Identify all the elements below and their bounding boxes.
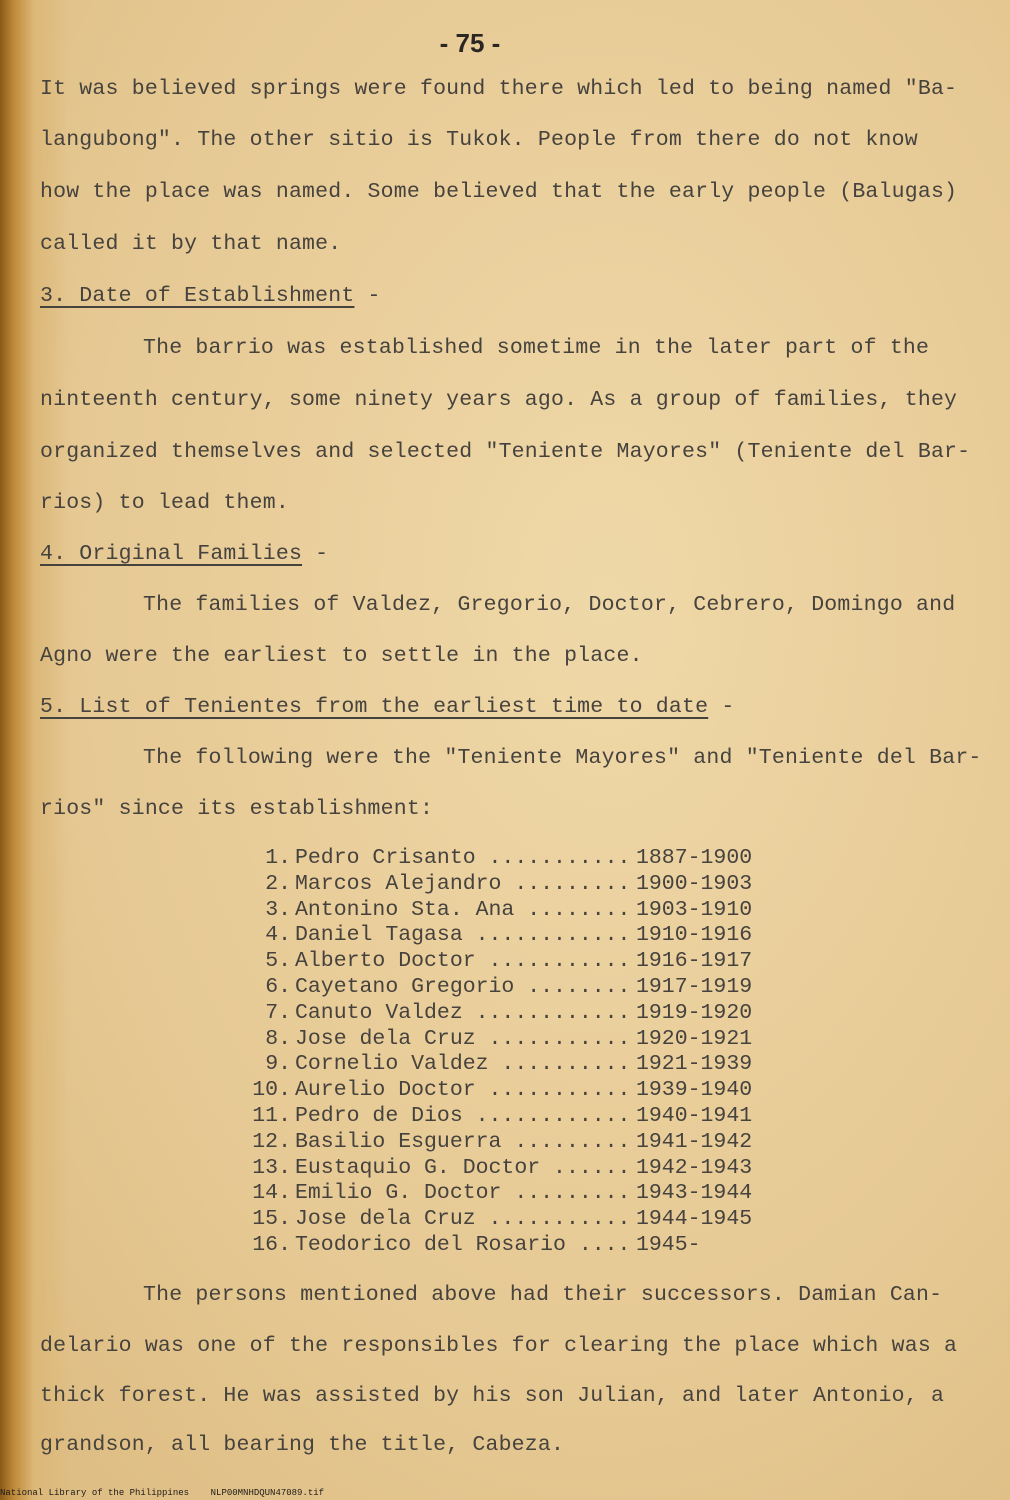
section-heading-text: 5. List of Tenientes from the earliest time to date (40, 695, 709, 719)
list-item-number: 15. (252, 1207, 291, 1232)
list-item-name: Cayetano Gregorio ........ (295, 974, 631, 999)
list-item-years: 1942-1943 (636, 1155, 753, 1180)
list-item (243, 1233, 763, 1259)
paragraph-line: rios) to lead them. (40, 491, 289, 515)
list-item-number: 8. (265, 1026, 291, 1051)
list-item-name: Canuto Valdez ............ (295, 1000, 631, 1025)
list-item-name: Daniel Tagasa ............ (295, 923, 631, 948)
list-item-number: 5. (265, 949, 291, 974)
section-heading-list-of-tenientes (40, 695, 734, 719)
paragraph-line: langubong". The other sitio is Tukok. People from there do not know (40, 128, 918, 152)
list-item (243, 1156, 763, 1182)
list-item-number: 11. (252, 1103, 291, 1128)
list-item-years: 1900-1903 (636, 871, 753, 896)
list-item-name: Antonino Sta. Ana ........ (295, 897, 631, 922)
list-item-number: 4. (265, 923, 291, 948)
list-item-years: 1917-1919 (636, 974, 753, 999)
list-item (243, 1078, 763, 1104)
list-item (243, 898, 763, 924)
list-item-number: 16. (252, 1232, 291, 1257)
list-item-name: Alberto Doctor ........... (295, 949, 631, 974)
list-item-name: Pedro de Dios ............ (295, 1103, 631, 1128)
list-item-name: Cornelio Valdez .......... (295, 1052, 631, 1077)
list-item (243, 846, 763, 872)
list-item-years: 1903-1910 (636, 897, 753, 922)
paragraph-line: It was believed springs were found there which led to being named "Ba- (40, 77, 958, 101)
list-item-name: Emilio G. Doctor ......... (295, 1181, 631, 1206)
paragraph-line: ninteenth century, some ninety years ago. As a group of families, they (40, 388, 958, 412)
heading-dash: - (354, 284, 381, 308)
tenientes-list (243, 846, 763, 1259)
list-item (243, 1027, 763, 1053)
list-item-number: 1. (265, 846, 291, 870)
list-item-name: Marcos Alejandro ......... (295, 871, 631, 896)
paragraph-line: grandson, all bearing the title, Cabeza. (40, 1433, 565, 1457)
list-item (243, 1104, 763, 1130)
list-item (243, 975, 763, 1001)
list-item (243, 1181, 763, 1207)
paragraph-line: delario was one of the responsibles for clearing the place which was a (40, 1334, 958, 1358)
list-item (243, 872, 763, 898)
list-item-years: 1944-1945 (636, 1207, 753, 1232)
page-number: - 75 - (439, 28, 501, 58)
list-item-name: Teodorico del Rosario .... (295, 1232, 631, 1257)
section-heading-original-families (40, 542, 328, 566)
list-item-name: Aurelio Doctor ........... (295, 1078, 631, 1103)
paragraph-line: how the place was named. Some believed that the early people (Balugas) (40, 180, 958, 204)
paragraph-line: rios" since its establishment: (40, 797, 434, 821)
footer-library-name: National Library of the Philippines (0, 1488, 190, 1498)
list-item (243, 1052, 763, 1078)
list-item-years: 1910-1916 (636, 923, 753, 948)
list-item (243, 949, 763, 975)
paragraph-line: The following were the "Teniente Mayores" and "Teniente del Bar- (143, 746, 982, 770)
list-item (243, 1001, 763, 1027)
paragraph-line: called it by that name. (40, 232, 342, 256)
list-item-number: 9. (265, 1052, 291, 1077)
list-item-years: 1940-1941 (636, 1103, 753, 1128)
list-item-years: 1939-1940 (636, 1078, 753, 1103)
paragraph-line: Agno were the earliest to settle in the place. (40, 644, 643, 668)
list-item-number: 12. (252, 1129, 291, 1154)
list-item-years: 1941-1942 (636, 1129, 753, 1154)
paragraph-line: thick forest. He was assisted by his son Julian, and later Antonio, a (40, 1384, 945, 1408)
scan-footer (0, 1488, 324, 1498)
list-item-years: 1921-1939 (636, 1052, 753, 1077)
section-heading-text: 4. Original Families (40, 542, 303, 566)
list-item-name: Jose dela Cruz ........... (295, 1026, 631, 1051)
footer-file-id: NLP00MNHDQUN47089.tif (210, 1488, 325, 1498)
list-item-number: 6. (265, 974, 291, 999)
list-item-years: 1916-1917 (636, 949, 753, 974)
list-item-number: 14. (252, 1181, 291, 1206)
list-item-number: 3. (265, 897, 291, 922)
list-item-years: 1919-1920 (636, 1000, 753, 1025)
list-item-years: 1945- (636, 1232, 701, 1257)
paragraph-line: organized themselves and selected "Teniente Mayores" (Teniente del Bar- (40, 440, 971, 464)
list-item-years: 1943-1944 (636, 1181, 753, 1206)
paragraph-line: The barrio was established sometime in the later part of the (143, 336, 930, 360)
list-item (243, 1130, 763, 1156)
list-item-number: 10. (252, 1078, 291, 1103)
list-item-years: 1920-1921 (636, 1026, 753, 1051)
list-item (243, 1207, 763, 1233)
list-item-number: 2. (265, 871, 291, 896)
list-item (243, 923, 763, 949)
list-item-years: 1887-1900 (636, 846, 753, 870)
heading-dash: - (708, 695, 735, 719)
heading-dash: - (302, 542, 329, 566)
section-heading-date-of-establishment (40, 284, 381, 308)
section-heading-text: 3. Date of Establishment (40, 284, 355, 308)
list-item-number: 7. (265, 1000, 291, 1025)
list-item-name: Eustaquio G. Doctor ...... (295, 1155, 631, 1180)
list-item-name: Jose dela Cruz ........... (295, 1207, 631, 1232)
list-item-number: 13. (252, 1155, 291, 1180)
list-item-name: Basilio Esguerra ......... (295, 1129, 631, 1154)
paragraph-line: The families of Valdez, Gregorio, Doctor, Cebrero, Domingo and (143, 593, 956, 617)
paragraph-line: The persons mentioned above had their successors. Damian Can- (143, 1283, 943, 1307)
list-item-name: Pedro Crisanto ........... (295, 846, 631, 870)
